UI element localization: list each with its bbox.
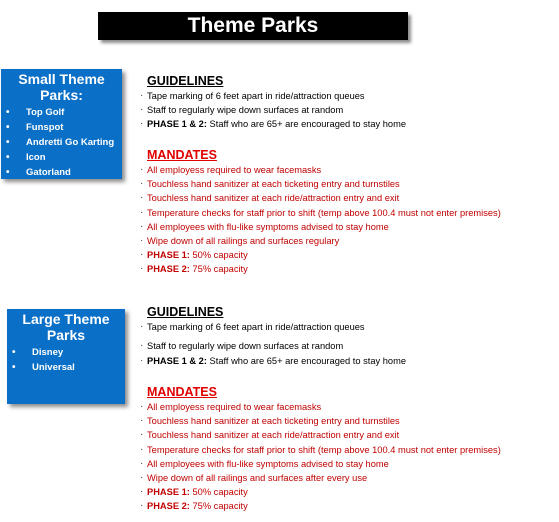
- list-item: · Temperature checks for staff prior to shift (temp above 100.4 must not enter premises): [140, 206, 501, 220]
- list-item: • Andretti Go Karting: [1, 135, 122, 150]
- list-item: • Disney: [7, 345, 125, 360]
- guideline-text: Staff who are 65+ are encouraged to stay home: [209, 119, 407, 130]
- small-mandates-section: [140, 148, 501, 277]
- phase-value: 75% capacity: [192, 501, 248, 512]
- phase-label: PHASE 1:: [147, 487, 190, 498]
- list-item: [140, 262, 501, 276]
- small-parks-list: [1, 105, 122, 180]
- list-item: · Staff to regularly wipe down surfaces at random: [140, 339, 406, 353]
- list-item: · All employess required to wear facemasks: [140, 400, 501, 414]
- phase-label: PHASE 1 & 2:: [147, 356, 207, 367]
- list-item: [140, 248, 501, 262]
- phase-value: 50% capacity: [192, 250, 248, 261]
- list-item: · Wipe down of all railings and surfaces regulary: [140, 234, 501, 248]
- guidelines-list: [140, 89, 406, 132]
- list-item: · Touchless hand sanitizer at each ride/attraction entry and exit: [140, 191, 501, 205]
- phase-label: PHASE 1:: [147, 250, 190, 261]
- list-item: · All employess required to wear facemasks: [140, 163, 501, 177]
- list-item: · Wipe down of all railings and surfaces after every use: [140, 471, 501, 485]
- list-item: · All employees with flu-like symptoms advised to stay home: [140, 220, 501, 234]
- list-item: [140, 485, 501, 499]
- list-item: · Tape marking of 6 feet apart in ride/attraction queues: [140, 320, 406, 334]
- list-item: • Gatorland: [1, 165, 122, 180]
- guideline-text: Staff who are 65+ are encouraged to stay home: [209, 356, 407, 367]
- list-item: · All employees with flu-like symptoms advised to stay home: [140, 457, 501, 471]
- list-item: · Touchless hand sanitizer at each ride/attraction entry and exit: [140, 428, 501, 442]
- list-item: · Temperature checks for staff prior to shift (temp above 100.4 must not enter premises): [140, 443, 501, 457]
- phase-value: 50% capacity: [192, 487, 248, 498]
- list-item: • Top Golf: [1, 105, 122, 120]
- mandates-heading: MANDATES: [147, 385, 217, 399]
- large-parks-list: [7, 345, 125, 375]
- large-parks-title: Large Theme Parks: [22, 311, 110, 343]
- mandates-list: [140, 163, 501, 277]
- guidelines-heading: GUIDELINES: [147, 305, 224, 319]
- list-item: · Staff to regularly wipe down surfaces at random: [140, 103, 406, 117]
- list-item: · Touchless hand sanitizer at each ticketing entry and turnstiles: [140, 414, 501, 428]
- small-parks-box: [1, 69, 122, 179]
- phase-label: PHASE 1 & 2:: [147, 119, 207, 130]
- list-item: · Touchless hand sanitizer at each ticketing entry and turnstiles: [140, 177, 501, 191]
- list-item: [140, 117, 406, 131]
- small-parks-title: Small Theme Parks:: [18, 71, 105, 103]
- list-item: [140, 354, 406, 368]
- page-title: Theme Parks: [98, 12, 408, 40]
- phase-label: PHASE 2:: [147, 501, 190, 512]
- large-mandates-section: [140, 385, 501, 514]
- list-item: · Tape marking of 6 feet apart in ride/attraction queues: [140, 89, 406, 103]
- phase-label: PHASE 2:: [147, 264, 190, 275]
- phase-value: 75% capacity: [192, 264, 248, 275]
- guidelines-heading: GUIDELINES: [147, 74, 224, 88]
- list-item: • Universal: [7, 360, 125, 375]
- list-item: • Funspot: [1, 120, 122, 135]
- mandates-heading: MANDATES: [147, 148, 217, 162]
- small-guidelines-section: [140, 74, 406, 132]
- guidelines-list: [140, 320, 406, 369]
- large-guidelines-section: [140, 305, 406, 369]
- list-item: • Icon: [1, 150, 122, 165]
- mandates-list: [140, 400, 501, 514]
- large-parks-box: [7, 309, 125, 404]
- list-item: [140, 499, 501, 513]
